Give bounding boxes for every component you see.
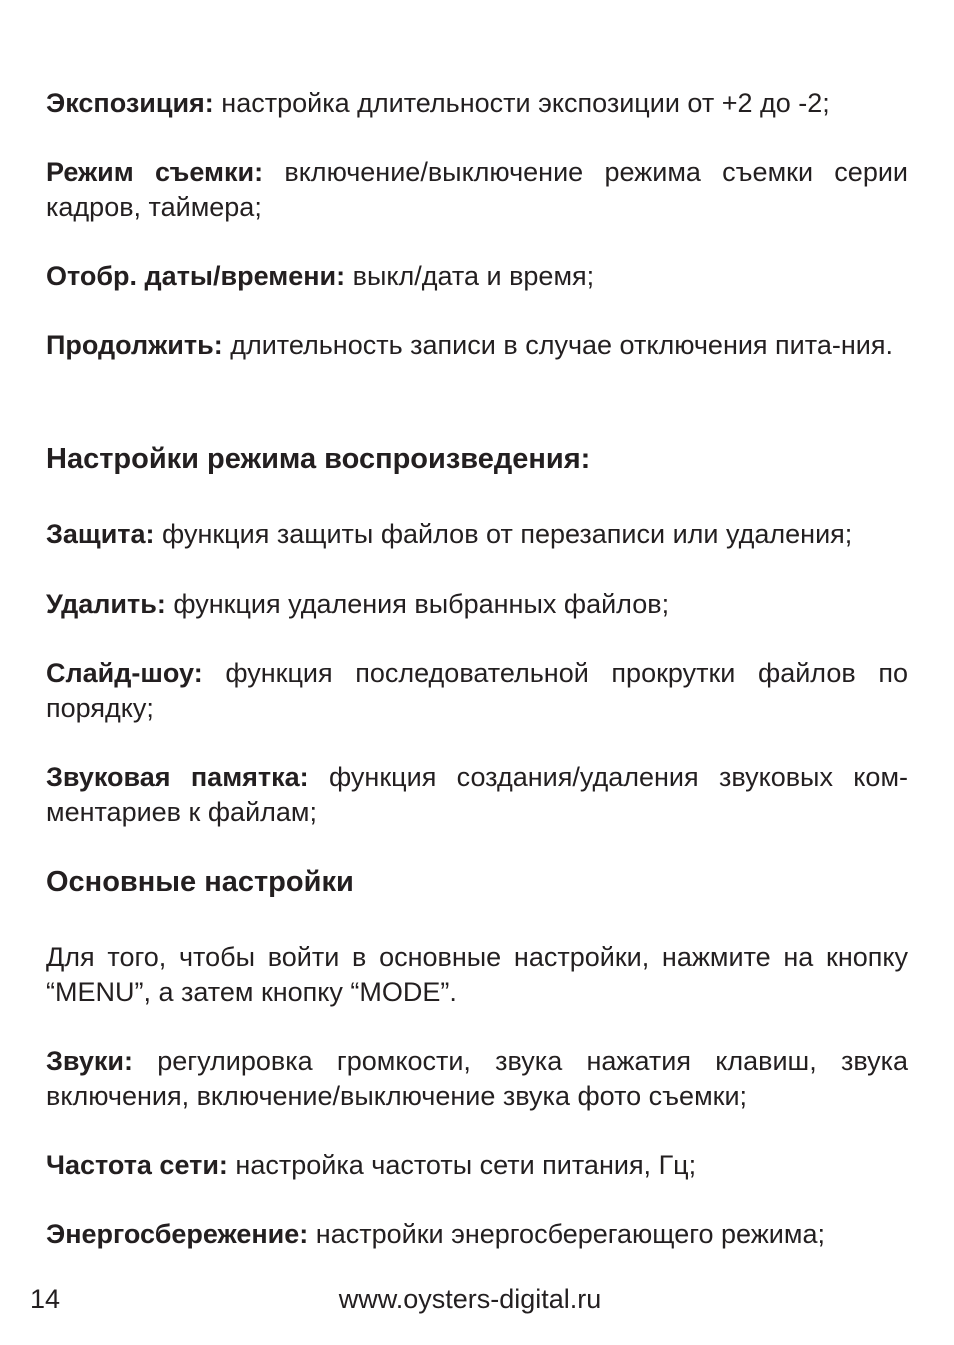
slideshow-text: функция последовательной прокрутки файлов по порядку;: [46, 658, 908, 723]
slideshow-term: Слайд-шоу:: [46, 658, 203, 688]
delete-paragraph: [46, 587, 908, 622]
date-display-paragraph: [46, 259, 908, 294]
exposure-text: настройка длительности экспозиции от +2 до -2;: [213, 88, 830, 118]
exposure-paragraph: [46, 86, 908, 121]
sounds-term: Звуки:: [46, 1046, 133, 1076]
shoot-mode-text: включение/выключение режима съемки серии кадров, таймера;: [46, 157, 908, 222]
footer-url: www.oysters-digital.ru: [338, 1284, 602, 1314]
shoot-mode-paragraph: [46, 155, 908, 225]
page-number: 14: [30, 1284, 61, 1314]
frequency-text: настройка частоты сети питания, Гц;: [227, 1150, 697, 1180]
delete-term: Удалить:: [46, 589, 166, 619]
voice-memo-paragraph: [46, 760, 908, 830]
protect-term: Защита:: [46, 519, 155, 549]
continue-text: длительность записи в случае отключения пита-ния.: [222, 330, 893, 360]
date-display-term: Отобр. даты/времени:: [46, 261, 346, 291]
playback-settings-heading: Настройки режима воспроизведения:: [46, 443, 591, 475]
frequency-term: Частота сети:: [46, 1150, 228, 1180]
basic-intro-paragraph: Для того, чтобы войти в основные настройки, нажмите на кнопку “MENU”, а затем кнопку “MODE”.: [46, 942, 908, 1007]
sounds-paragraph: [46, 1044, 908, 1114]
power-save-paragraph: [46, 1217, 908, 1252]
slideshow-paragraph: [46, 656, 908, 726]
continue-paragraph: [46, 328, 908, 363]
power-save-text: настройки энергосберегающего режима;: [308, 1219, 825, 1249]
basic-settings-heading: Основные настройки: [46, 866, 354, 898]
continue-term: Продолжить:: [46, 330, 223, 360]
delete-text: функция удаления выбранных файлов;: [165, 589, 670, 619]
shoot-mode-term: Режим съемки:: [46, 157, 264, 187]
voice-memo-term: Звуковая памятка:: [46, 762, 309, 792]
protect-text: функция защиты файлов от перезаписи или удаления;: [154, 519, 853, 549]
protect-paragraph: [46, 517, 908, 552]
date-display-text: выкл/дата и время;: [345, 261, 595, 291]
sounds-text: регулировка громкости, звука нажатия клавиш, звука включения, включение/выключение звука фото съемки;: [46, 1046, 908, 1111]
frequency-paragraph: [46, 1148, 908, 1183]
power-save-term: Энергосбережение:: [46, 1219, 309, 1249]
exposure-term: Экспозиция:: [46, 88, 214, 118]
voice-memo-text: функция создания/удаления звуковых ком-ментариев к файлам;: [46, 762, 908, 827]
